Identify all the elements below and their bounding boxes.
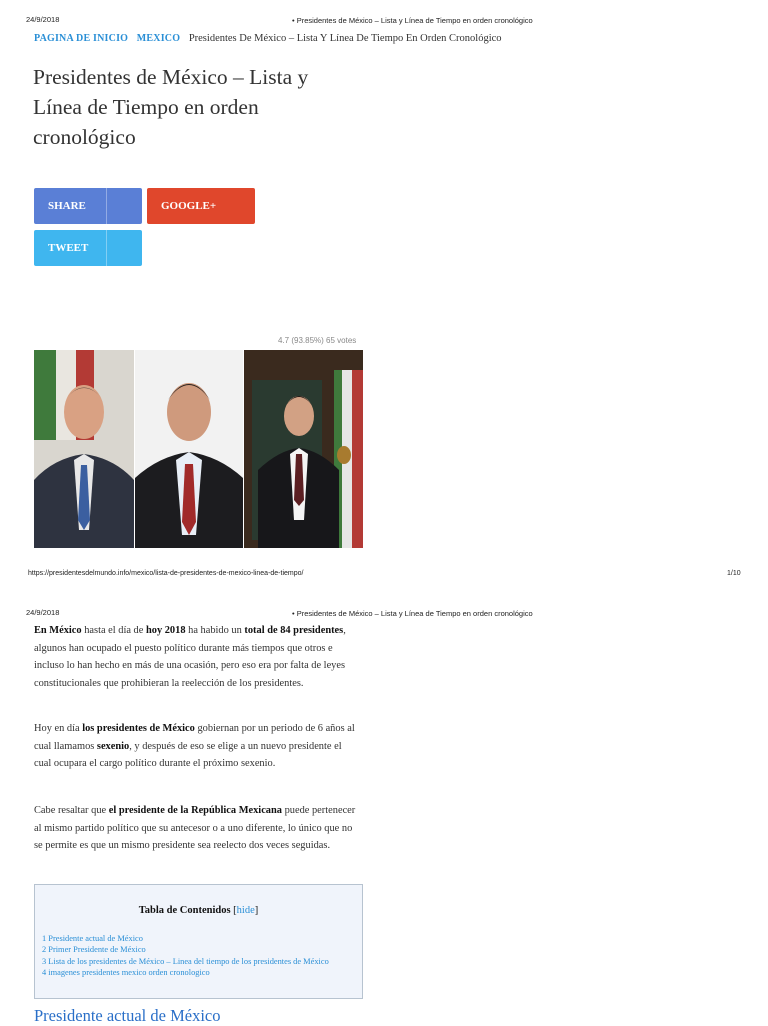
- rating-votes: 4.7 (93.85%) 65 votes: [278, 336, 357, 345]
- tweet-button-label: TWEET: [48, 242, 89, 254]
- breadcrumb-current: Presidentes De México – Lista Y Línea De Tiempo En Orden Cronológico: [188, 33, 502, 44]
- reelection-paragraph: Cabe resaltar que el presidente de la República Mexicana puede pertenecer al mismo partido político que su antecesor o a uno diferente, lo único que no se permite es que un mismo presidente sea reelecto dos veces seguidas.: [34, 805, 356, 852]
- print-header-title: • Presidentes de México – Lista y Línea de Tiempo en orden cronológico: [292, 16, 533, 25]
- print-page-number: 1/10: [727, 570, 741, 577]
- breadcrumb-mexico-link[interactable]: MEXICO: [136, 33, 181, 44]
- breadcrumb-home-link[interactable]: PAGINA DE INICIO: [34, 33, 129, 44]
- breadcrumb: [34, 33, 502, 44]
- share-button-label: SHARE: [48, 200, 86, 212]
- section-heading: Presidente actual de México: [34, 1006, 221, 1025]
- tweet-button[interactable]: [34, 230, 142, 266]
- intro-paragraph: En México hasta el día de hoy 2018 ha habido un total de 84 presidentes, algunos han ocupado el puesto político durante más tiempos que otros e incluso lo han hecho en más de una ocasión, pero eso era por falta de leyes constitucionales que prohibieran la reelección de los presidentes.: [34, 625, 346, 689]
- print-date: 24/9/2018: [26, 15, 60, 24]
- print-url: https://presidentesdelmundo.info/mexico/lista-de-presidentes-de-mexico-linea-de-tiempo/: [28, 570, 304, 577]
- google-plus-button[interactable]: [147, 188, 255, 224]
- google-plus-button-label: GOOGLE+: [161, 200, 217, 212]
- toc-list: [42, 933, 348, 979]
- toc-hide-link[interactable]: hide: [236, 905, 255, 916]
- toc-item[interactable]: 1 Presidente actual de México: [42, 934, 143, 943]
- table-of-contents: [34, 884, 363, 999]
- toc-item[interactable]: 2 Primer Presidente de México: [42, 945, 146, 955]
- print-header-title-page2: • Presidentes de México – Lista y Línea de Tiempo en orden cronológico: [292, 609, 533, 618]
- sexenio-paragraph: Hoy en día los presidentes de México gobiernan por un periodo de 6 años al cual llamamos sexenio, y después de eso se elige a un nuevo presidente el cual ocupara el cargo político durante el próximo sexenio.: [34, 723, 355, 770]
- presidents-photo: [34, 350, 363, 548]
- toc-title: Tabla de Contenidos [hide]: [138, 905, 259, 916]
- share-button[interactable]: [34, 188, 142, 224]
- toc-item[interactable]: 3 Lista de los presidentes de México – Linea del tiempo de los presidentes de México: [42, 956, 329, 966]
- page-title: Presidentes de México – Lista y Línea de Tiempo en orden cronológico: [33, 65, 309, 149]
- print-date-page2: 24/9/2018: [26, 608, 60, 617]
- toc-item[interactable]: 4 imagenes presidentes mexico orden cronologico: [42, 968, 210, 978]
